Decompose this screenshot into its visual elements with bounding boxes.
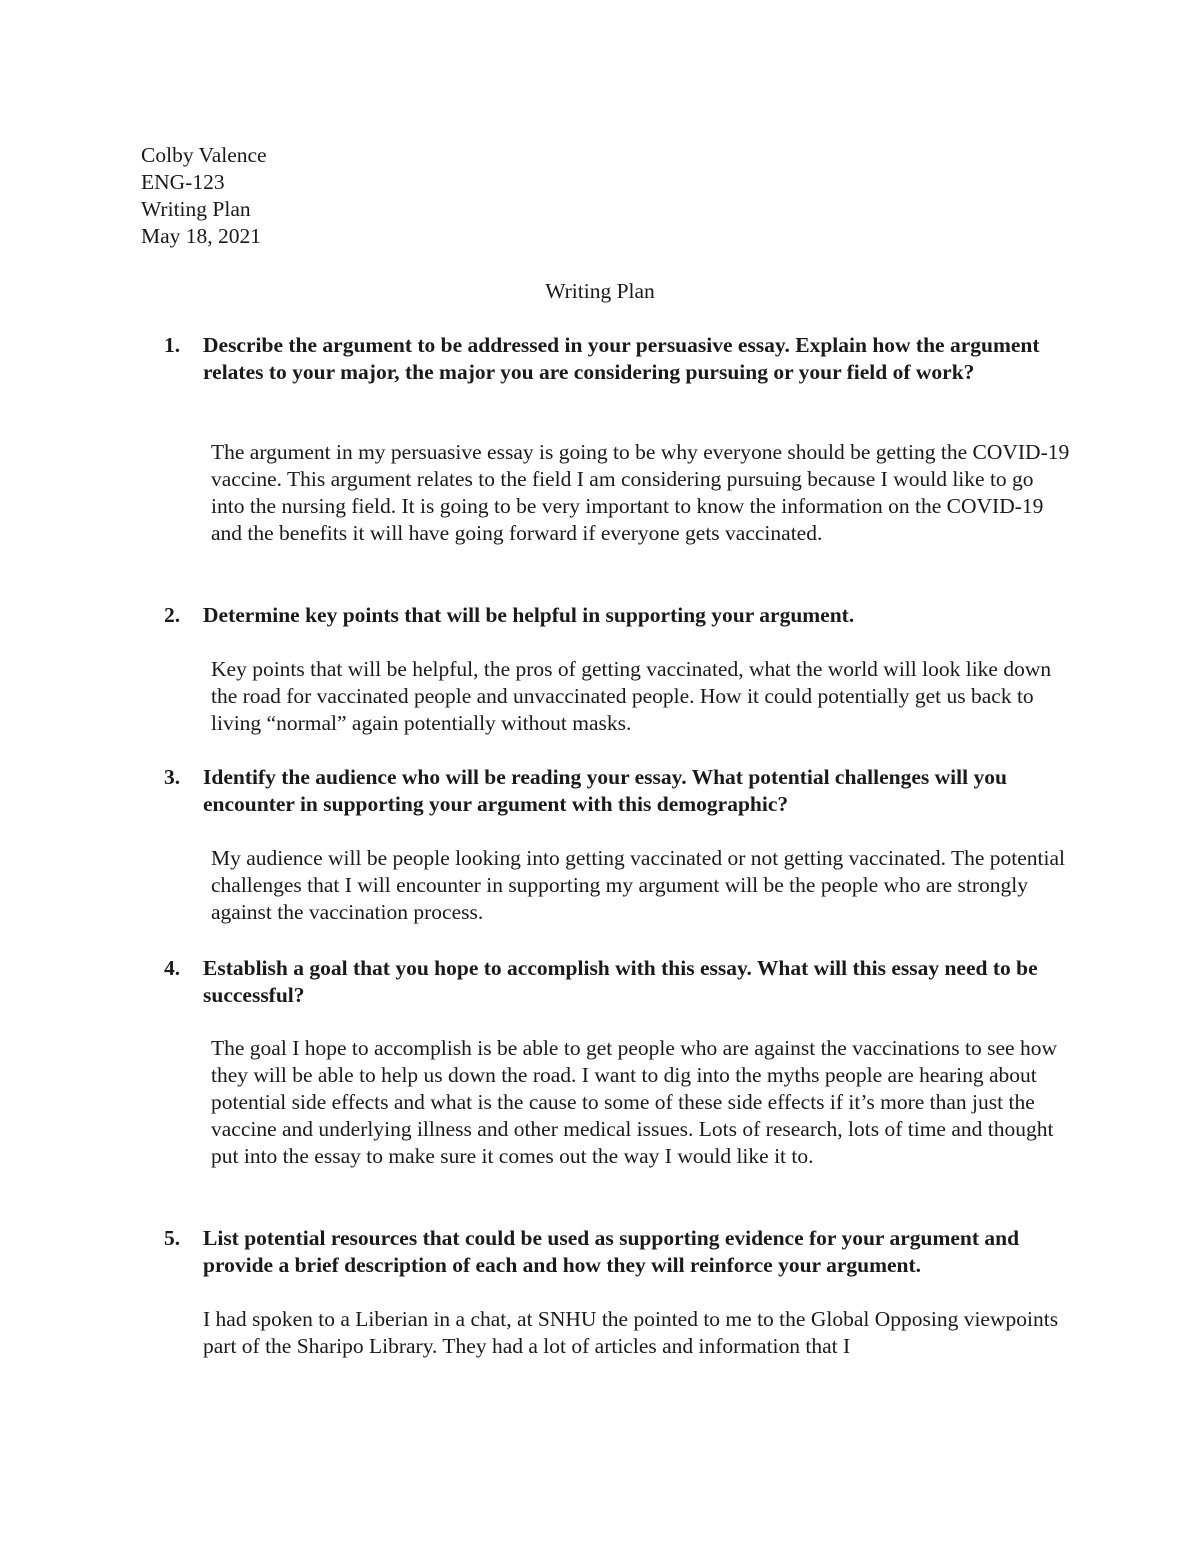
answer-5: I had spoken to a Liberian in a chat, at SNHU the pointed to me to the Global Opposing viewpoints part of the Sharipo Library. They had a lot of articles and information that I: [203, 1307, 1059, 1358]
answer-3: My audience will be people looking into getting vaccinated or not getting vaccinated. The potential challenges that I will encounter in supporting my argument will be the people who are strongly against the vaccination process.: [211, 846, 1065, 924]
page-title: Writing Plan: [545, 279, 655, 303]
question-number: 4.: [164, 956, 181, 980]
question-2: [164, 602, 1064, 629]
question-text: Establish a goal that you hope to accomplish with this essay. What will this essay need to be successful?: [203, 956, 1038, 1007]
answer-4: The goal I hope to accomplish is be able to get people who are against the vaccinations to see how they will be able to help us down the road. I want to dig into the myths people are hearing about potential side effects and what is the cause to some of these side effects if it’s more than just the vaccine and underlying illness and other medical issues. Lots of research, lots of time and thought put into the essay to make sure it comes out the way I would like it to.: [211, 1036, 1057, 1168]
author-name: Colby Valence: [141, 143, 267, 167]
question-3: [164, 764, 1064, 818]
question-text: Describe the argument to be addressed in your persuasive essay. Explain how the argument relates to your major, the major you are considering pursuing or your field of work?: [203, 333, 1040, 384]
question-text: Determine key points that will be helpful in supporting your argument.: [203, 603, 855, 627]
document-header: [141, 142, 267, 250]
question-number: 5.: [164, 1226, 181, 1250]
question-5: [164, 1225, 1064, 1279]
question-1: [164, 332, 1064, 386]
question-4: [164, 955, 1064, 1009]
assignment-name: Writing Plan: [141, 197, 251, 221]
answer-2: Key points that will be helpful, the pros of getting vaccinated, what the world will look like down the road for vaccinated people and unvaccinated people. How it could potentially get us back to living “normal” again potentially without masks.: [211, 657, 1052, 735]
question-number: 1.: [164, 333, 181, 357]
question-text: List potential resources that could be used as supporting evidence for your argument and provide a brief description of each and how they will reinforce your argument.: [203, 1226, 1020, 1277]
question-number: 3.: [164, 765, 181, 789]
course-code: ENG-123: [141, 170, 225, 194]
document-date: May 18, 2021: [141, 224, 262, 248]
question-number: 2.: [164, 603, 181, 627]
answer-1: The argument in my persuasive essay is going to be why everyone should be getting the COVID-19 vaccine. This argument relates to the field I am considering pursuing because I would like to go into the nursing field. It is going to be very important to know the information on the COVID-19 and the benefits it will have going forward if everyone gets vaccinated.: [211, 440, 1070, 545]
question-text: Identify the audience who will be reading your essay. What potential challenges will you encounter in supporting your argument with this demographic?: [203, 765, 1007, 816]
